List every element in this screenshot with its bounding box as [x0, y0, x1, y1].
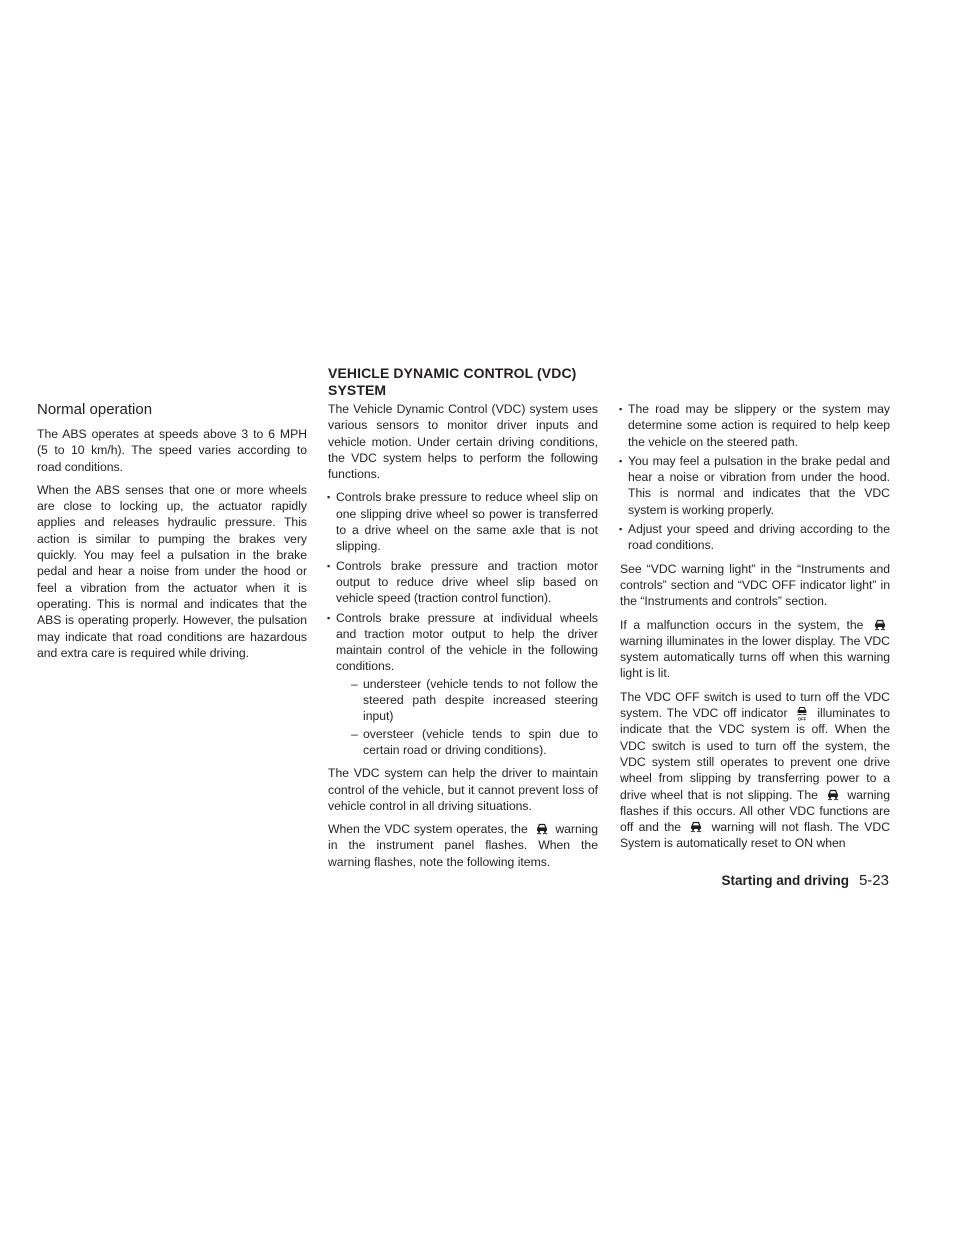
vdc-skid-car-icon [535, 822, 549, 835]
paragraph-text: The VDC OFF switch is used to turn off the VDC system. The VDC off indicator [620, 689, 890, 721]
list-item [328, 610, 598, 759]
list-item: ▪ Controls brake pressure to reduce wheel slip on one slipping drive wheel so power is transferred to a drive wheel on the same axle that is not slipping. [328, 489, 598, 554]
vdc-skid-car-icon [873, 618, 887, 631]
footer-section-title: Starting and driving [721, 873, 849, 888]
list-item: – understeer (vehicle tends to not follow the steered path despite increased steering input) [356, 676, 598, 725]
paragraph: When the ABS senses that one or more wheels are close to locking up, the actuator rapidly applies and releases hydraulic pressure. This action is similar to pumping the brakes very quickly. You may feel a pulsation in the brake pedal and hear a noise from under the hood or feel a vibration from the actuator when it is operating. This is normal and indicates that the ABS is operating properly. However, the pulsation may indicate that road conditions are hazardous and extra care is required while driving. [37, 482, 307, 660]
section-heading-normal-operation: Normal operation [37, 401, 153, 418]
paragraph [620, 689, 890, 852]
paragraph [620, 617, 890, 682]
vdc-skid-car-icon [689, 820, 703, 833]
paragraph-text: When the VDC system operates, the [328, 822, 528, 837]
dash-list [336, 676, 598, 758]
paragraph-text: warning will not flash. The VDC System is automatically reset to ON when [620, 820, 890, 851]
list-item: ▪ Adjust your speed and driving according to the road conditions. [620, 521, 890, 554]
list-item: ▪ Controls brake pressure and traction motor output to reduce drive wheel slip based on vehicle speed (traction control function). [328, 558, 598, 607]
paragraph-text: warning flashes if this occurs. All other VDC functions are off and the [620, 787, 890, 835]
section-heading-vdc: VEHICLE DYNAMIC CONTROL (VDC) SYSTEM [328, 365, 577, 398]
paragraph-text: illuminates to indicate that the VDC system is off. When the VDC switch is used to turn off the system, the VDC system still operates to prevent one drive wheel from slipping by transferring power to a drive wheel that is not slipping. The [620, 706, 890, 802]
bullet-list [620, 401, 890, 554]
page-number: 5-23 [858, 872, 889, 889]
paragraph-text: warning in the instrument panel flashes. When the warning flashes, note the following items. [328, 822, 598, 869]
list-item: ▪ You may feel a pulsation in the brake pedal and hear a noise or vibration from under the hood. This is normal and indicates that the VDC system is working properly. [620, 453, 890, 518]
vdc-off-car-icon [795, 706, 809, 721]
paragraph-text: warning illuminates in the lower display. The VDC system automatically turns off when this warning light is lit. [620, 633, 890, 681]
paragraph-text: If a malfunction occurs in the system, the [620, 617, 864, 632]
column-middle [328, 365, 598, 877]
page-footer [721, 872, 889, 890]
paragraph: The ABS operates at speeds above 3 to 6 MPH (5 to 10 km/h). The speed varies according to road conditions. [37, 427, 307, 474]
list-item: – oversteer (vehicle tends to spin due to certain road or driving conditions). [356, 726, 598, 759]
paragraph: The Vehicle Dynamic Control (VDC) system uses various sensors to monitor driver inputs and vehicle motion. Under certain driving conditions, the VDC system helps to perform the following functions. [328, 402, 598, 482]
paragraph [328, 821, 598, 870]
vdc-skid-car-icon [826, 788, 840, 801]
vdc-off-icon-label: OFF [798, 716, 807, 722]
list-item: ▪ The road may be slippery or the system may determine some action is required to help keep the vehicle on the steered path. [620, 401, 890, 450]
bullet-list [328, 489, 598, 758]
list-item-text: Controls brake pressure at individual wheels and traction motor output to help the driver maintain control of the vehicle in the following conditions. [336, 610, 598, 674]
paragraph: The VDC system can help the driver to maintain control of the vehicle, but it cannot prevent loss of vehicle control in all driving situations. [328, 766, 598, 813]
column-right [620, 401, 890, 859]
paragraph: See “VDC warning light” in the “Instruments and controls” section and “VDC OFF indicator light” in the “Instruments and controls” section. [620, 561, 890, 609]
column-left [37, 400, 307, 668]
